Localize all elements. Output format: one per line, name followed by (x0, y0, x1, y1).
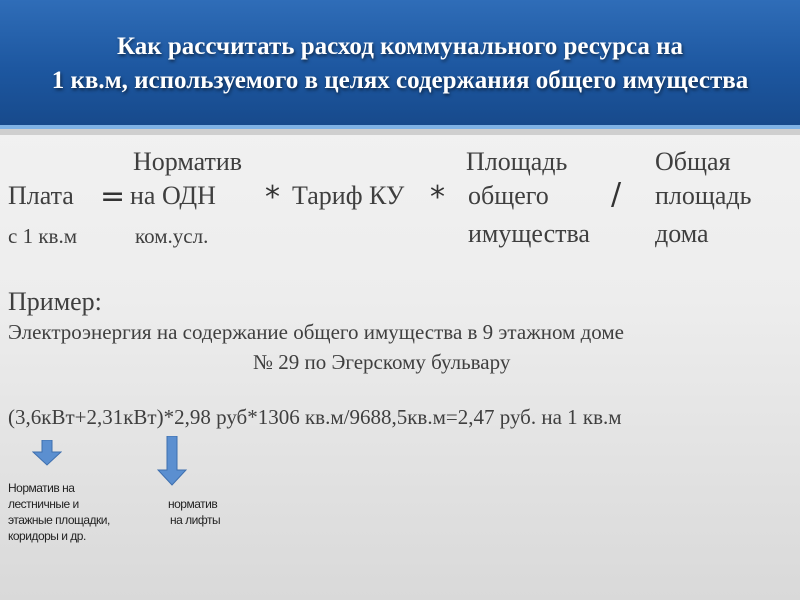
formula-normative-label: Норматив (133, 147, 243, 176)
formula-tariff: Тариф КУ (292, 181, 405, 210)
formula-normative-odn: на ОДН (130, 181, 216, 210)
note-elevators (168, 496, 220, 528)
multiply-sign-1: * (265, 180, 280, 215)
formula-area-property: имущества (468, 219, 590, 248)
arrow-down-icon (32, 440, 62, 466)
example-description-line-1: Электроэнергия на содержание общего имущества в 9 этажном доме (8, 320, 624, 344)
note-stairwells-line: Норматив на (8, 481, 75, 495)
example-heading: Пример: (8, 287, 102, 316)
example-description-line-2: № 29 по Эгерскому бульвару (253, 350, 511, 374)
example-calculation: (3,6кВт+2,31кВт)*2,98 руб*1306 кв.м/9688,5кв.м=2,47 руб. на 1 кв.м (8, 405, 622, 429)
divide-sign: / (611, 177, 622, 212)
title-line-2: 1 кв.м, используемого в целях содержания общего имущества (51, 67, 749, 94)
formula-total-label: Общая (655, 147, 731, 176)
formula-area-common: общего (468, 181, 549, 210)
formula-normative-utility: ком.усл. (135, 224, 209, 248)
note-stairwells-line: этажные площадки, (8, 513, 110, 527)
formula-total-house: дома (655, 219, 709, 248)
note-stairwells-line: коридоры и др. (8, 529, 86, 543)
formula-payment-unit: с 1 кв.м (8, 224, 77, 248)
formula-payment-label: Плата (8, 181, 74, 210)
multiply-sign-2: * (430, 180, 445, 215)
formula-area-label: Площадь (466, 147, 568, 176)
note-elevators-line: норматив (168, 497, 218, 511)
note-elevators-line: на лифты (170, 513, 221, 527)
title-banner (0, 0, 800, 129)
divider-stripe (0, 129, 800, 135)
note-stairwells (8, 480, 110, 544)
equals-sign: = (100, 179, 126, 214)
note-stairwells-line: лестничные и (8, 497, 79, 511)
arrow-down-icon (157, 436, 187, 486)
formula-total-area: площадь (655, 181, 752, 210)
title-line-1: Как рассчитать расход коммунального ресурса на (116, 33, 684, 60)
